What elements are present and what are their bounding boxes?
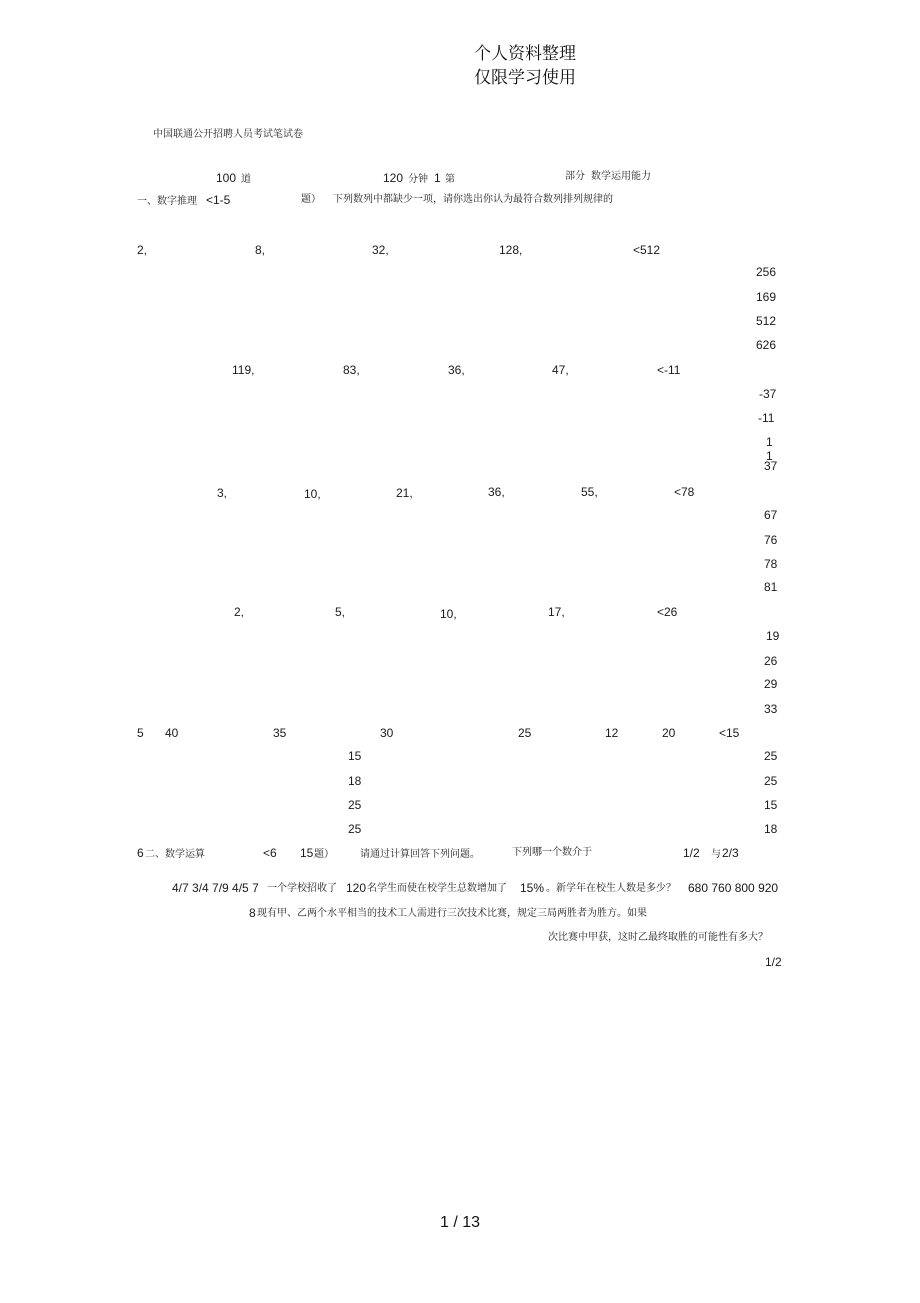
q8-text: 现有甲、乙两个水平相当的技术工人需进行三次技术比赛，规定三局两胜者为胜方。如果 — [257, 908, 647, 919]
q4-term: 5, — [335, 605, 346, 619]
q4-option: 19 — [766, 629, 780, 643]
q5-term: 35 — [273, 726, 287, 740]
q7-text-2: 名学生而使在校学生总数增加了 — [367, 883, 507, 894]
q5-term: 12 — [605, 726, 619, 740]
minutes-unit: 分钟 — [408, 174, 428, 185]
q3-term: 36, — [488, 485, 505, 499]
q7-number: 120 — [346, 881, 367, 895]
q3-term: 3, — [217, 486, 228, 500]
section2-range-end: 15 — [300, 846, 314, 860]
q1-term: 128, — [499, 243, 523, 257]
q4-term: 17, — [548, 605, 565, 619]
part-title: 数学运用能力 — [591, 171, 651, 182]
q4-option: 33 — [764, 702, 778, 716]
q2-option: 1 — [766, 435, 773, 449]
q6-choices: 4/7 3/4 7/9 4/5 7 — [172, 881, 259, 895]
q3-option: 76 — [764, 533, 778, 547]
q5-term: 40 — [165, 726, 179, 740]
q1-option: 512 — [756, 314, 777, 328]
q3-option: 78 — [764, 557, 778, 571]
q1-option: 169 — [756, 290, 777, 304]
part-word: 部分 — [565, 171, 585, 182]
q6-and: 与 — [711, 849, 721, 860]
q4-term: <26 — [657, 605, 678, 619]
q1-term: 8, — [255, 243, 266, 257]
header-line-1: 个人资料整理 — [474, 44, 576, 64]
q4-option: 29 — [764, 677, 778, 691]
section2-range: <6 — [263, 846, 277, 860]
q2-option: 37 — [764, 459, 778, 473]
q5-option: 18 — [764, 822, 778, 836]
doc-title: 中国联通公开招聘人员考试笔试卷 — [153, 129, 303, 140]
q3-term: 55, — [581, 485, 598, 499]
q6-number: 6 — [137, 846, 144, 860]
q7-percent: 15% — [520, 881, 545, 895]
part-number: 1 — [434, 171, 441, 185]
q4-term: 2, — [234, 605, 245, 619]
page-number: 1 / 13 — [439, 1214, 481, 1231]
q7-text-1: 一个学校招收了 — [267, 883, 337, 894]
question-count: 100 — [216, 171, 237, 185]
q6-fraction-b: 2/3 — [722, 846, 739, 860]
q5-option: 25 — [764, 774, 778, 788]
q2-term: 119, — [232, 363, 255, 377]
q8-number: 8 — [249, 906, 256, 920]
section2-label: 二、数学运算 — [145, 849, 205, 860]
q2-term: 47, — [552, 363, 569, 377]
q1-term: <512 — [633, 243, 661, 257]
q5-mid-option: 15 — [348, 749, 362, 763]
q2-option: -11 — [758, 411, 775, 425]
q5-option: 15 — [764, 798, 778, 812]
q8-continuation: 次比赛中甲获，这时乙最终取胜的可能性有多大？ — [548, 932, 768, 943]
q1-option: 626 — [756, 338, 777, 352]
header-line-2: 仅限学习使用 — [474, 68, 576, 88]
section1-label: 一、数字推理 — [137, 196, 197, 207]
q2-option: 1 — [766, 449, 773, 463]
q2-term: 83, — [343, 363, 360, 377]
section2-instruction: 请通过计算回答下列问题。 — [360, 849, 480, 860]
q7-text-3: 。新学年在校生人数是多少？ — [546, 883, 676, 894]
q1-term: 2, — [137, 243, 148, 257]
q5-term: <15 — [719, 726, 740, 740]
q4-option: 26 — [764, 654, 778, 668]
section2-close: 题） — [314, 849, 334, 860]
q3-term: 21, — [396, 486, 413, 500]
q4-term: 10, — [440, 607, 457, 621]
q5-mid-option: 18 — [348, 774, 362, 788]
q3-term: <78 — [674, 485, 695, 499]
q1-term: 32, — [372, 243, 389, 257]
part-prefix: 第 — [445, 174, 455, 185]
q5-mid-option: 25 — [348, 822, 362, 836]
q6-text: 下列哪一个数介于 — [512, 847, 592, 858]
minutes: 120 — [383, 171, 404, 185]
q2-option: -37 — [759, 387, 777, 401]
section1-close: 题） — [301, 194, 321, 205]
q3-option: 67 — [764, 508, 778, 522]
q7-choices: 680 760 800 920 — [688, 881, 779, 895]
q5-option: 25 — [764, 749, 778, 763]
q2-term: 36, — [448, 363, 465, 377]
q6-fraction-a: 1/2 — [683, 846, 700, 860]
q3-option: 81 — [764, 580, 778, 594]
q5-number: 5 — [137, 726, 144, 740]
q3-term: 10, — [304, 487, 321, 501]
q5-term: 25 — [518, 726, 532, 740]
question-unit: 道 — [241, 174, 251, 185]
section1-range: <1-5 — [206, 193, 231, 207]
q5-term: 20 — [662, 726, 676, 740]
q5-mid-option: 25 — [348, 798, 362, 812]
section1-instruction: 下列数列中都缺少一项，请你选出你认为最符合数列排列规律的 — [333, 194, 613, 205]
q5-term: 30 — [380, 726, 394, 740]
q2-term: <-11 — [657, 363, 681, 377]
q8-choice: 1/2 — [765, 955, 782, 969]
q1-option: 256 — [756, 265, 777, 279]
